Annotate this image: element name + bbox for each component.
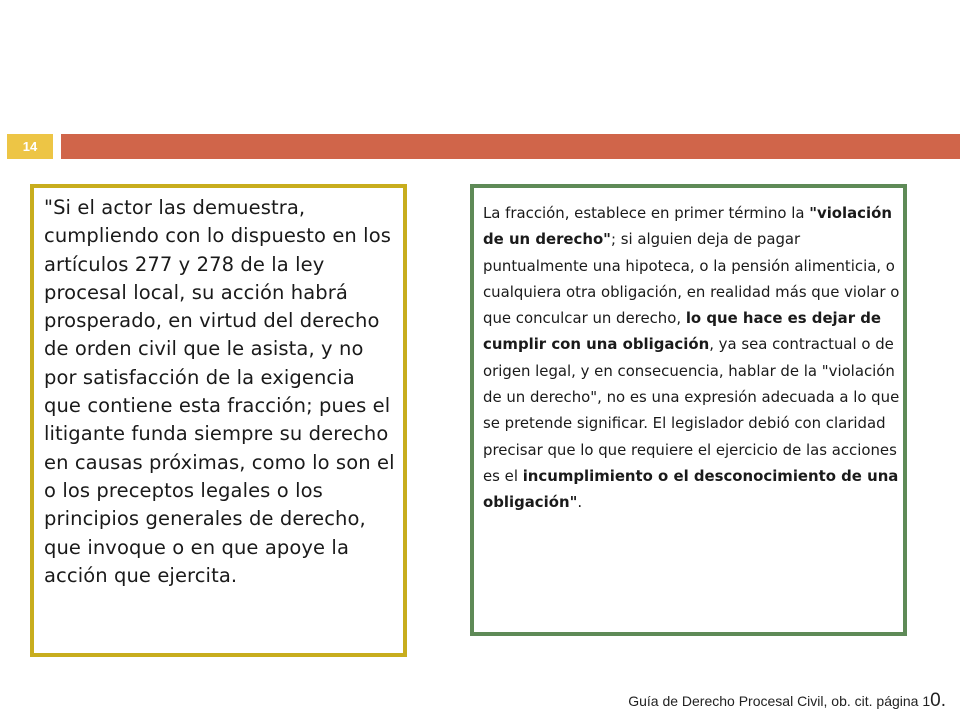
commentary-bold-1: "violación de un derecho": [483, 204, 892, 249]
commentary-part-1: La fracción, establece en primer término la: [483, 204, 810, 222]
commentary-text: [483, 200, 901, 516]
commentary-part-4: .: [577, 493, 583, 512]
title-bar: [61, 134, 960, 159]
page-number: 14: [22, 139, 38, 154]
page-number-badge: [7, 134, 53, 159]
commentary-box: [470, 184, 907, 636]
citation-main: Guía de Derecho Procesal Civil, ob. cit. página 1: [628, 693, 931, 709]
commentary-part-3: , ya sea contractual o de origen legal, y en consecuencia, hablar de la "violación de un derecho", no es una expresión adecuada a lo que se pretende significar. El legislador debió con claridad precisar que lo que requiere el ejercicio de las acciones es el: [483, 335, 900, 485]
quote-text: "Si el actor las demuestra, cumpliendo con lo dispuesto en los artículos 277 y 278 de la ley procesal local, su acción habrá prosperado, en virtud del derecho de orden civil que le asista, y no por satisfacción de la exigencia que contiene esta fracción; pues el litigante funda siempre su derecho en causas próximas, como lo son el o los preceptos legales o los principios generales de derecho, que invoque o en que apoye la acción que ejercita.: [44, 196, 395, 587]
commentary-part-2: ; si alguien deja de pagar puntualmente una hipoteca, o la pensión alimenticia, o cualquiera otra obligación, en realidad más que violar o que conculcar un derecho,: [483, 230, 900, 328]
quote-box: [30, 184, 407, 657]
commentary-bold-2: lo que hace es dejar de cumplir con una obligación: [483, 309, 881, 354]
citation-tail: 0.: [930, 690, 946, 711]
citation: [628, 690, 946, 712]
commentary-bold-3: incumplimiento o el desconocimiento de una obligación": [483, 466, 899, 512]
